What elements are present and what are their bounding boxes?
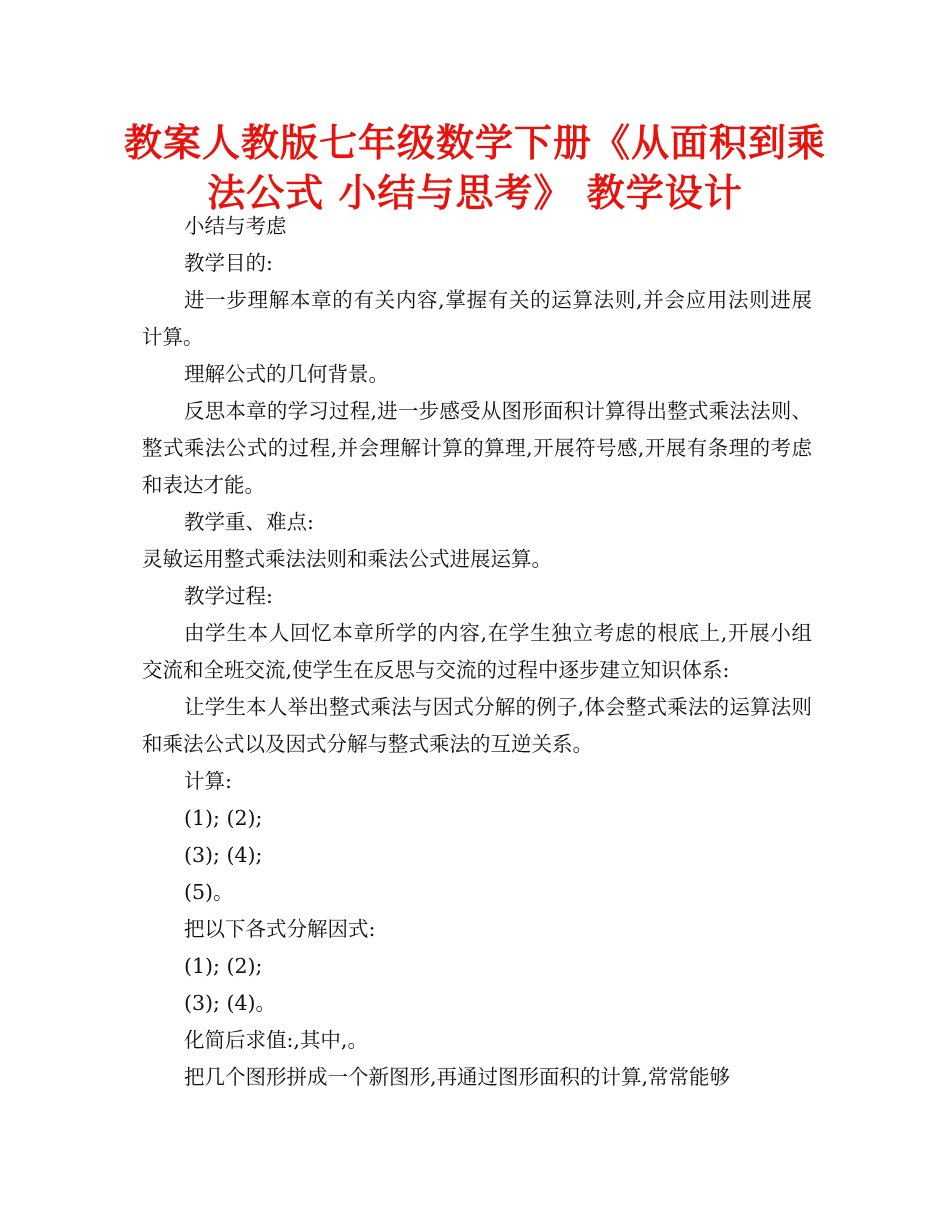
simplify-paragraph: 化简后求值:,其中,。: [184, 1028, 368, 1052]
process-heading: 教学过程:: [184, 584, 273, 608]
calc-items-3-4: (3); (4);: [184, 843, 263, 867]
factor-items-3-4: (3); (4)。: [184, 991, 276, 1015]
process-paragraph-1: 由学生本人回忆本章所学的内容,在学生独立考虑的根底上,开展小组交流和全班交流,使学生在反思与交流的过程中逐步建立知识体系:: [142, 621, 812, 682]
section-heading: 小结与考虑: [184, 214, 287, 238]
process-paragraph-2: 让学生本人举出整式乘法与因式分解的例子,体会整式乘法的运算法则和乘法公式以及因式分解与整式乘法的互逆关系。: [142, 695, 812, 756]
teaching-goals-heading: 教学目的:: [184, 251, 273, 275]
factor-items-1-2: (1); (2);: [184, 954, 263, 978]
key-points-paragraph: 灵敏运用整式乘法法则和乘法公式进展运算。: [142, 547, 552, 571]
factor-heading: 把以下各式分解因式:: [184, 917, 376, 941]
calc-item-5: (5)。: [184, 880, 234, 904]
title-line-2: 法公式 小结与思考》 教学设计: [207, 171, 743, 215]
calc-items-1-2: (1); (2);: [184, 806, 263, 830]
document-body: [142, 208, 812, 1096]
document-title: [120, 118, 830, 218]
figure-paragraph: 把几个图形拼成一个新图形,再通过图形面积的计算,常常能够: [184, 1065, 731, 1089]
calculate-heading: 计算:: [184, 769, 232, 793]
goal-paragraph-1: 进一步理解本章的有关内容,掌握有关的运算法则,并会应用法则进展计算。: [142, 288, 812, 349]
goal-paragraph-2: 理解公式的几何背景。: [184, 362, 389, 386]
key-points-heading: 教学重、难点:: [184, 510, 314, 534]
title-line-1: 教案人教版七年级数学下册《从面积到乘: [123, 121, 826, 165]
goal-paragraph-3: 反思本章的学习过程,进一步感受从图形面积计算得出整式乘法法则、整式乘法公式的过程,并会理解计算的算理,开展符号感,开展有条理的考虑和表达才能。: [142, 399, 812, 497]
